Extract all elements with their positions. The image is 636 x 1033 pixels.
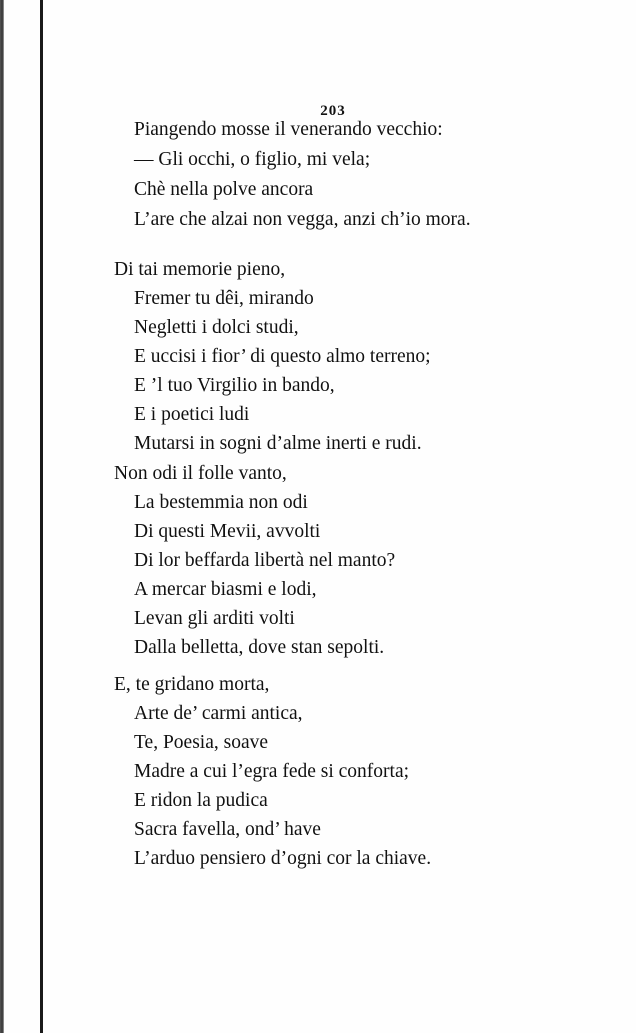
- verse-line: A mercar biasmi e lodi,: [134, 579, 317, 600]
- verse-line: L’are che alzai non vegga, anzi ch’io mora.: [134, 209, 471, 230]
- verse-line: Di lor beffarda libertà nel manto?: [134, 550, 396, 571]
- verse-line: Te, Poesia, soave: [134, 732, 269, 753]
- verse-line: Di tai memorie pieno,: [114, 259, 286, 280]
- page-binding-edge: [0, 0, 4, 1033]
- verse-line: — Gli occhi, o figlio, mi vela;: [134, 149, 371, 170]
- verse-line: La bestemmia non odi: [134, 492, 308, 513]
- verse-line: Dalla belletta, dove stan sepolti.: [134, 637, 385, 658]
- verse-line: Arte de’ carmi antica,: [134, 703, 303, 724]
- page-number: 203: [320, 103, 346, 119]
- verse-line: Chè nella polve ancora: [134, 179, 314, 200]
- verse-line: Levan gli arditi volti: [134, 608, 295, 629]
- verse-line: L’arduo pensiero d’ogni cor la chiave.: [134, 848, 432, 869]
- verse-line: E i poetici ludi: [134, 404, 250, 425]
- verse-line: Piangendo mosse il venerando vecchio:: [134, 119, 443, 140]
- verse-line: E ridon la pudica: [134, 790, 268, 811]
- verse-line: Fremer tu dêi, mirando: [134, 288, 314, 309]
- verse-line: E ’l tuo Virgilio in bando,: [134, 375, 335, 396]
- verse-line: Non odi il folle vanto,: [114, 463, 287, 484]
- verse-line: Sacra favella, ond’ have: [134, 819, 321, 840]
- verse-line: Di questi Mevii, avvolti: [134, 521, 321, 542]
- verse-line: E uccisi i fior’ di questo almo terreno;: [134, 346, 431, 367]
- binding-line: [40, 0, 43, 1033]
- verse-line: Negletti i dolci studi,: [134, 317, 299, 338]
- verse-line: E, te gridano morta,: [114, 674, 270, 695]
- verse-line: Mutarsi in sogni d’alme inerti e rudi.: [134, 433, 422, 454]
- verse-line: Madre a cui l’egra fede si conforta;: [134, 761, 410, 782]
